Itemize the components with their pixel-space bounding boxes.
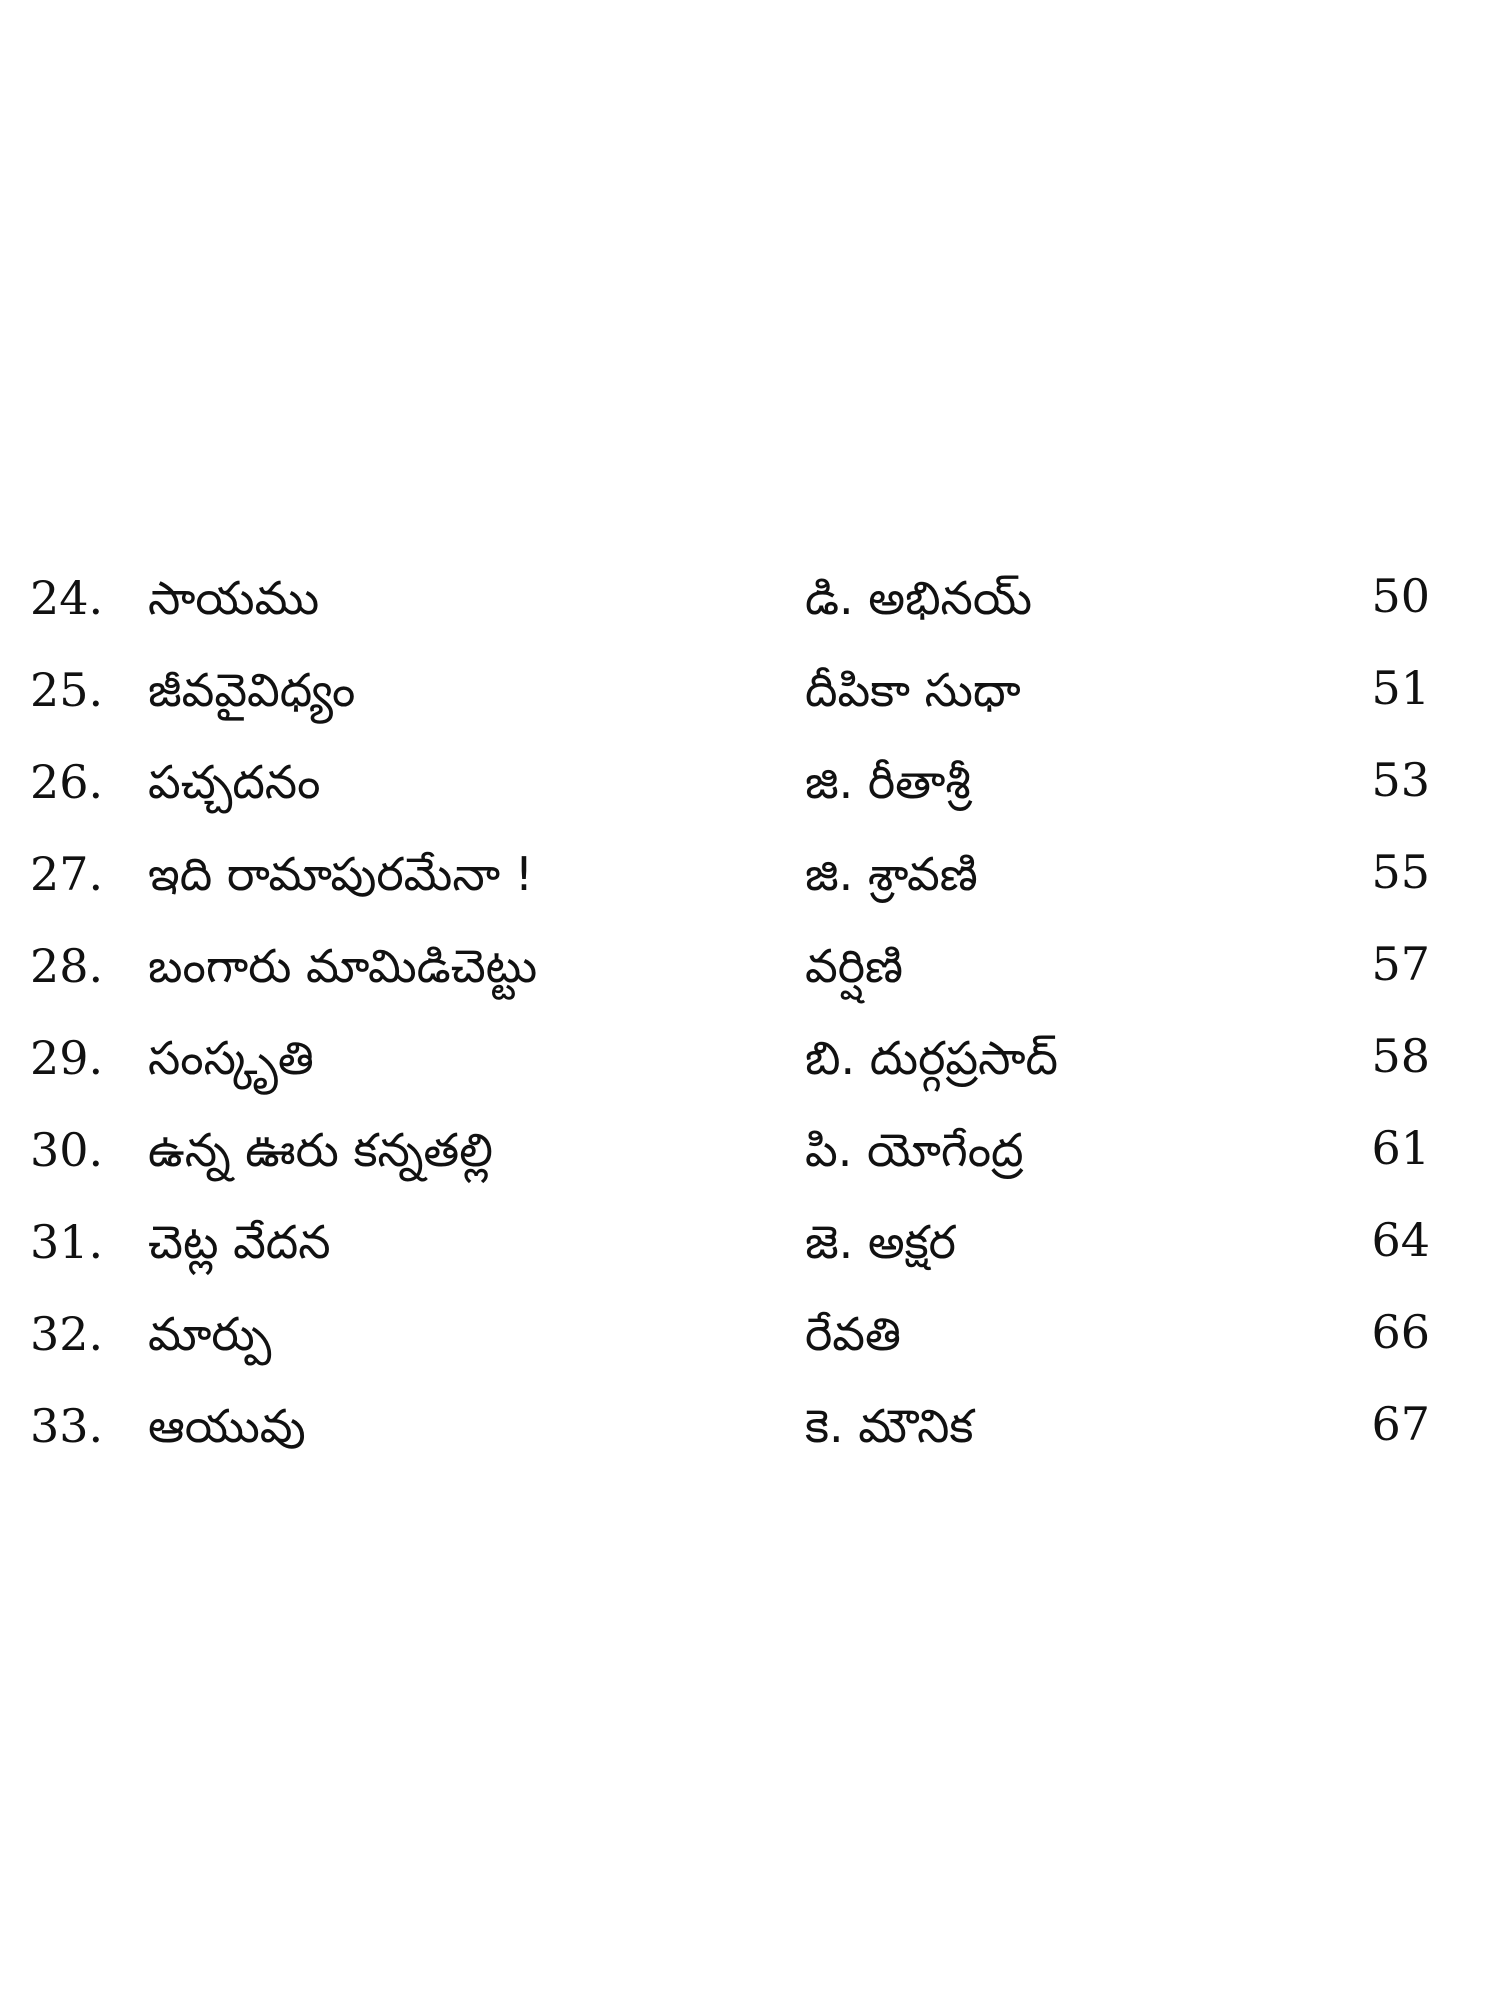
entry-title: మార్పు <box>148 1307 272 1361</box>
toc-row <box>30 836 1450 928</box>
table-of-contents <box>30 560 1450 1480</box>
toc-row <box>30 1388 1450 1480</box>
entry-author: వర్షిణి <box>805 939 903 993</box>
entry-page-number: 55 <box>1371 845 1430 899</box>
entry-author: జె. అక్షర <box>805 1215 956 1269</box>
entry-title: చెట్ల వేదన <box>148 1215 331 1269</box>
entry-page-number: 67 <box>1371 1397 1430 1451</box>
entry-title: ఆయువు <box>148 1399 306 1453</box>
entry-number: 33. <box>30 1399 104 1453</box>
entry-number: 30. <box>30 1123 104 1177</box>
entry-number: 29. <box>30 1031 104 1085</box>
entry-page-number: 66 <box>1371 1305 1430 1359</box>
entry-title: ఇది రామాపురమేనా ! <box>148 847 534 901</box>
entry-author: డి. అభినయ్ <box>805 571 1032 625</box>
toc-row <box>30 1020 1450 1112</box>
entry-number: 28. <box>30 939 104 993</box>
entry-author: రేవతి <box>805 1307 901 1361</box>
entry-page-number: 51 <box>1371 661 1430 715</box>
entry-number: 26. <box>30 755 104 809</box>
entry-title: సాయము <box>148 571 320 625</box>
toc-row <box>30 928 1450 1020</box>
entry-number: 27. <box>30 847 104 901</box>
entry-number: 24. <box>30 571 104 625</box>
entry-page-number: 57 <box>1371 937 1430 991</box>
entry-author: బి. దుర్గప్రసాద్ <box>805 1031 1058 1085</box>
toc-row <box>30 1296 1450 1388</box>
entry-page-number: 64 <box>1371 1213 1430 1267</box>
entry-title: బంగారు మామిడిచెట్టు <box>148 939 538 993</box>
entry-title: సంస్కృతి <box>148 1031 314 1085</box>
entry-author: పి. యోగేంద్ర <box>805 1123 1024 1177</box>
toc-row <box>30 1204 1450 1296</box>
entry-page-number: 50 <box>1371 569 1430 623</box>
entry-author: దీపికా సుధా <box>805 663 1021 717</box>
entry-title: జీవవైవిధ్యం <box>148 663 356 717</box>
toc-row <box>30 652 1450 744</box>
toc-row <box>30 560 1450 652</box>
entry-page-number: 61 <box>1371 1121 1430 1175</box>
entry-title: పచ్చదనం <box>148 755 321 809</box>
entry-title: ఉన్న ఊరు కన్నతల్లి <box>148 1123 493 1177</box>
toc-row <box>30 1112 1450 1204</box>
toc-row <box>30 744 1450 836</box>
entry-number: 32. <box>30 1307 104 1361</box>
entry-page-number: 58 <box>1371 1029 1430 1083</box>
entry-number: 25. <box>30 663 104 717</box>
entry-author: కె. మౌనిక <box>805 1399 974 1453</box>
entry-author: జి. రీతాశ్రీ <box>805 755 971 809</box>
entry-author: జి. శ్రావణి <box>805 847 978 901</box>
entry-page-number: 53 <box>1371 753 1430 807</box>
entry-number: 31. <box>30 1215 104 1269</box>
